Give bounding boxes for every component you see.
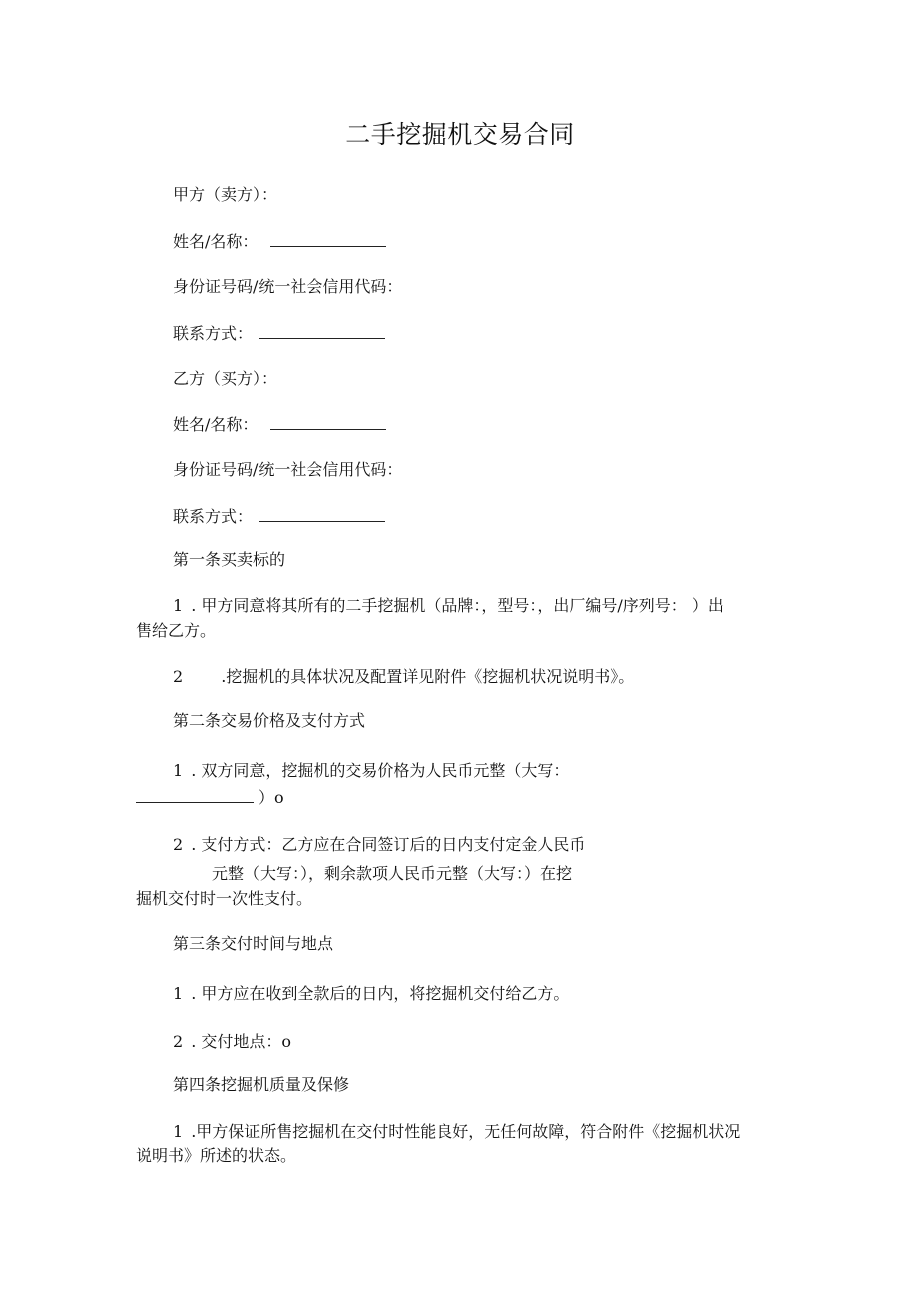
clause-number: 1	[173, 1122, 184, 1141]
party-a-name-row	[173, 230, 386, 253]
article-2-clause-1-line-1	[173, 760, 569, 782]
article-2-heading: 第二条交易价格及支付方式	[173, 711, 366, 730]
party-a-contact-label: 联系方式：	[173, 324, 254, 343]
article-1-clause-2	[173, 666, 634, 688]
clause-text: ）o	[258, 788, 284, 807]
article-2-clause-2-line-3: 掘机交付时一次性支付。	[136, 889, 313, 908]
article-1-clause-1-line-1	[173, 595, 724, 617]
party-a-contact-blank[interactable]	[259, 322, 385, 339]
party-a-contact-row	[173, 322, 385, 345]
article-4-clause-1-line-1	[173, 1121, 740, 1143]
clause-number: 1	[173, 984, 184, 1003]
clause-text: . 双方同意，挖掘机的交易价格为人民币元整（大写：	[191, 761, 570, 780]
clause-number: 2	[173, 835, 184, 854]
price-uppercase-blank[interactable]	[136, 786, 254, 803]
party-a-name-label: 姓名/名称：	[173, 232, 259, 251]
clause-number: 2	[173, 1032, 184, 1051]
party-a-id-label: 身份证号码/统一社会信用代码：	[173, 277, 403, 296]
party-a-name-blank[interactable]	[270, 230, 386, 247]
article-1-heading: 第一条买卖标的	[173, 550, 286, 569]
party-b-id-label: 身份证号码/统一社会信用代码：	[173, 460, 403, 479]
clause-text: . 交付地点：o	[191, 1032, 291, 1051]
clause-text: . 甲方同意将其所有的二手挖掘机（品牌：，型号：，出厂编号/序列号： ）出	[191, 596, 724, 615]
article-3-clause-1	[173, 983, 569, 1005]
party-b-contact-label: 联系方式：	[173, 507, 254, 526]
article-2-clause-2-line-1	[173, 834, 585, 856]
party-b-contact-row	[173, 505, 385, 528]
article-4-clause-1-line-2: 说明书》所述的状态。	[136, 1146, 297, 1165]
party-b-heading: 乙方（买方）：	[173, 369, 278, 388]
clause-number: 1	[173, 761, 184, 780]
article-3-clause-2	[173, 1031, 291, 1053]
article-4-heading: 第四条挖掘机质量及保修	[173, 1075, 350, 1094]
party-b-name-label: 姓名/名称：	[173, 415, 259, 434]
article-2-clause-1-line-2	[136, 786, 284, 809]
article-3-heading: 第三条交付时间与地点	[173, 934, 334, 953]
page-title: 二手挖掘机交易合同	[345, 120, 575, 149]
party-b-name-row	[173, 413, 386, 436]
clause-number: 1	[173, 596, 184, 615]
party-a-heading: 甲方（卖方）：	[173, 185, 278, 204]
clause-text: . 甲方应在收到全款后的日内，将挖掘机交付给乙方。	[191, 984, 570, 1003]
party-b-name-blank[interactable]	[270, 413, 386, 430]
party-b-contact-blank[interactable]	[259, 505, 385, 522]
clause-text: . 支付方式：乙方应在合同签订后的日内支付定金人民币	[191, 835, 586, 854]
article-1-clause-1-line-2: 售给乙方。	[136, 621, 217, 640]
clause-number: 2	[173, 667, 184, 686]
article-2-clause-2-line-2: 元整（大写：），剩余款项人民币元整（大写：）在挖	[212, 864, 573, 883]
clause-text: .挖掘机的具体状况及配置详见附件《挖掘机状况说明书》。	[221, 667, 635, 686]
clause-text: .甲方保证所售挖掘机在交付时性能良好，无任何故障，符合附件《挖掘机状况	[191, 1122, 741, 1141]
